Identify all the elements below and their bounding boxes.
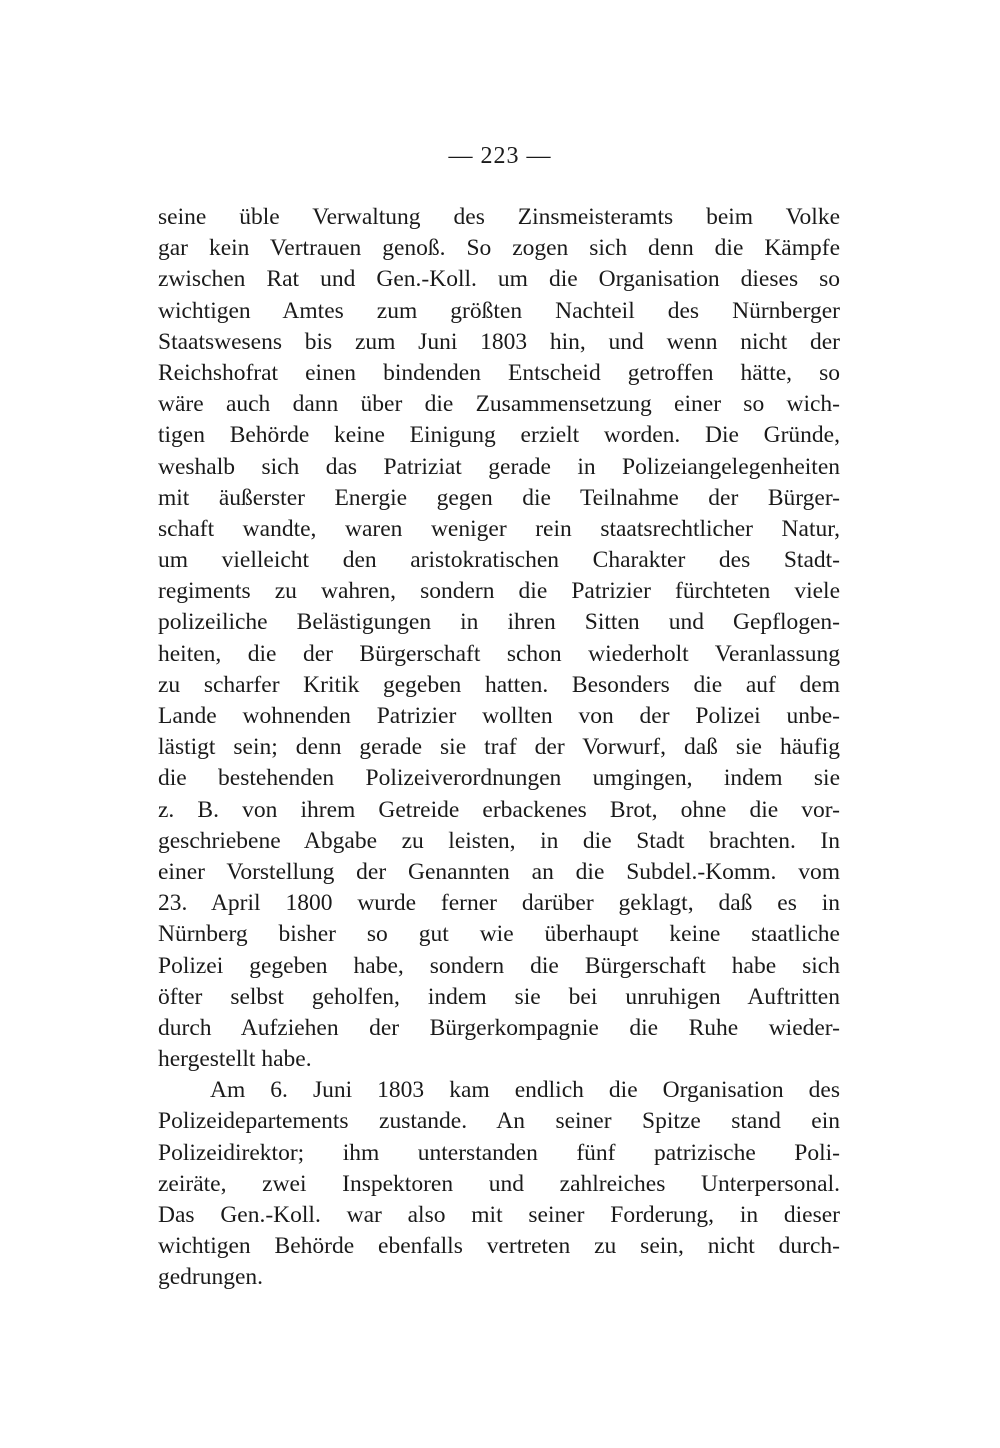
text-line: wichtigen Behörde ebenfalls vertreten zu sein, nicht durch- — [158, 1233, 840, 1260]
text-line: polizeiliche Belästigungen in ihren Sitten und Gepflogen- — [158, 609, 840, 636]
text-line: Lande wohnenden Patrizier wollten von der Polizei unbe- — [158, 703, 840, 729]
text-line: Polizei gegeben habe, sondern die Bürgerschaft habe sich — [158, 952, 840, 979]
body-text — [158, 202, 840, 1294]
text-line: durch Aufziehen der Bürgerkompagnie die Ruhe wieder- — [158, 1014, 840, 1041]
text-line: heiten, die der Bürgerschaft schon wiederholt Veranlassung — [158, 640, 840, 667]
text-line: gar kein Vertrauen genoß. So zogen sich denn die Kämpfe — [158, 235, 840, 262]
text-line: Reichshofrat einen bindenden Entscheid getroffen hätte, so — [158, 359, 840, 386]
text-line: zwischen Rat und Gen.-Koll. um die Organisation dieses so — [158, 266, 840, 293]
text-line: weshalb sich das Patriziat gerade in Polizeiangelegenheiten — [158, 453, 840, 480]
text-line: Polizeidirektor; ihm unterstanden fünf patrizische Poli- — [158, 1139, 840, 1166]
text-line: zu scharfer Kritik gegeben hatten. Besonders die auf dem — [158, 671, 840, 698]
text-line: wäre auch dann über die Zusammensetzung einer so wich- — [158, 391, 840, 418]
text-line: geschriebene Abgabe zu leisten, in die Stadt brachten. In — [158, 827, 840, 854]
text-line: hergestellt habe. — [158, 1046, 312, 1073]
text-line: regiments zu wahren, sondern die Patrizier fürchteten viele — [158, 578, 840, 605]
text-line: Nürnberg bisher so gut wie überhaupt keine staatliche — [158, 921, 840, 948]
text-line: seine üble Verwaltung des Zinsmeisteramts beim Volke — [158, 204, 840, 230]
text-line: öfter selbst geholfen, indem sie bei unruhigen Auftritten — [158, 983, 840, 1010]
text-line: Am 6. Juni 1803 kam endlich die Organisation des — [210, 1077, 840, 1104]
page-number: — 223 — — [448, 143, 552, 169]
text-line: lästigt sein; denn gerade sie traf der Vorwurf, daß sie häufig — [158, 734, 840, 761]
text-line: einer Vorstellung der Genannten an die Subdel.-Komm. vom — [158, 858, 840, 885]
text-line: tigen Behörde keine Einigung erzielt worden. Die Gründe, — [158, 422, 840, 449]
text-line: Polizeidepartements zustande. An seiner Spitze stand ein — [158, 1108, 840, 1135]
paragraph-2 — [158, 1075, 840, 1293]
text-line: die bestehenden Polizeiverordnungen umgingen, indem sie — [158, 765, 840, 792]
text-line: Das Gen.-Koll. war also mit seiner Forderung, in dieser — [158, 1202, 840, 1228]
text-line: mit äußerster Energie gegen die Teilnahme der Bürger- — [158, 484, 840, 511]
text-line: Staatswesens bis zum Juni 1803 hin, und wenn nicht der — [158, 328, 840, 355]
text-line: um vielleicht den aristokratischen Charakter des Stadt- — [158, 547, 840, 574]
text-line: zeiräte, zwei Inspektoren und zahlreiches Unterpersonal. — [158, 1170, 840, 1197]
text-line: 23. April 1800 wurde ferner darüber geklagt, daß es in — [158, 890, 840, 917]
text-line: gedrungen. — [158, 1264, 264, 1291]
text-line: z. B. von ihrem Getreide erbackenes Brot, ohne die vor- — [158, 796, 840, 823]
text-line: schaft wandte, waren weniger rein staatsrechtlicher Natur, — [158, 515, 840, 542]
paragraph-1 — [158, 202, 840, 1075]
text-line: wichtigen Amtes zum größten Nachteil des Nürnberger — [158, 297, 840, 324]
